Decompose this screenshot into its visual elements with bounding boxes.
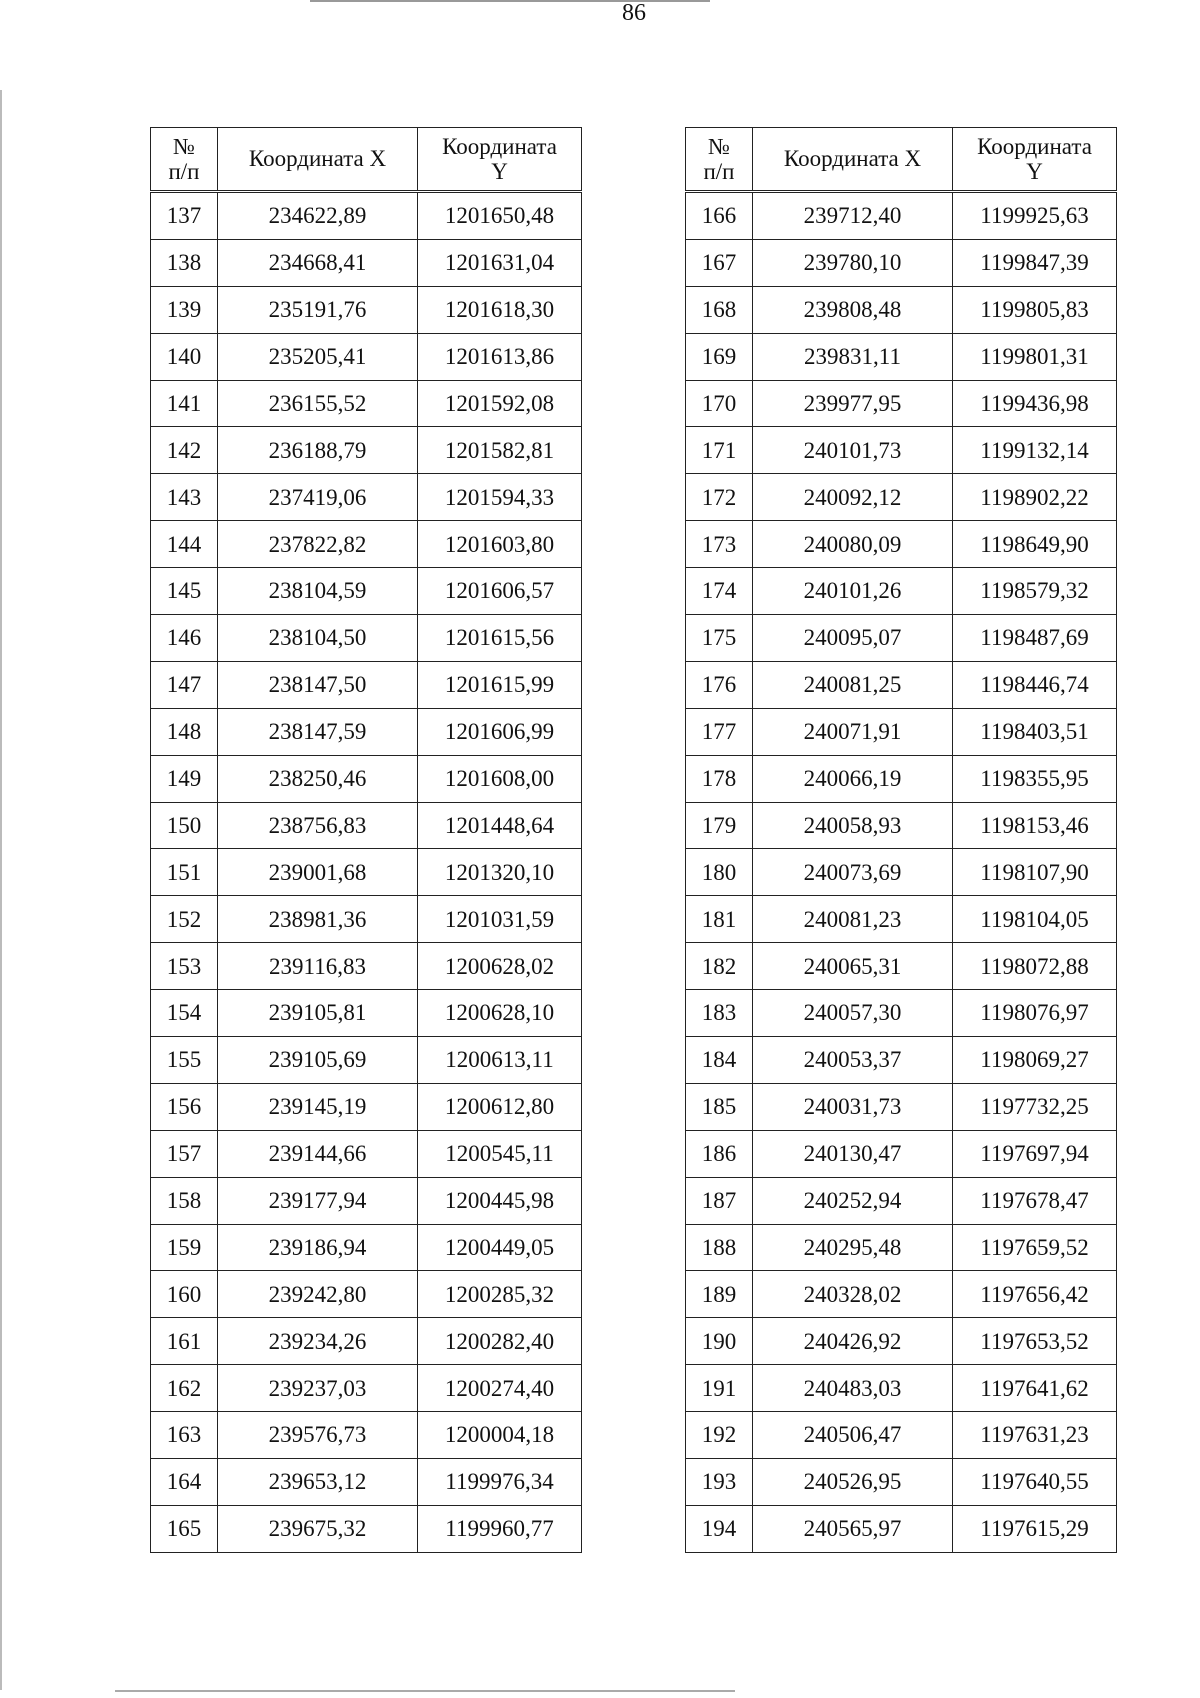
table-row bbox=[151, 849, 582, 896]
cell-y: 1198069,27 bbox=[953, 1037, 1117, 1084]
cell-x: 239116,83 bbox=[218, 943, 418, 990]
cell-num: 166 bbox=[686, 192, 753, 240]
table-row bbox=[151, 380, 582, 427]
table-row bbox=[686, 1177, 1117, 1224]
cell-y: 1198403,51 bbox=[953, 708, 1117, 755]
cell-x: 240053,37 bbox=[753, 1037, 953, 1084]
cell-y: 1201448,64 bbox=[418, 802, 582, 849]
cell-num: 191 bbox=[686, 1365, 753, 1412]
cell-x: 240130,47 bbox=[753, 1130, 953, 1177]
cell-y: 1201631,04 bbox=[418, 239, 582, 286]
cell-y: 1198649,90 bbox=[953, 521, 1117, 568]
cell-y: 1199805,83 bbox=[953, 286, 1117, 333]
page-number: 86 bbox=[622, 0, 646, 26]
cell-y: 1201592,08 bbox=[418, 380, 582, 427]
table-row bbox=[151, 896, 582, 943]
cell-num: 192 bbox=[686, 1412, 753, 1459]
cell-x: 240081,25 bbox=[753, 661, 953, 708]
cell-x: 240101,73 bbox=[753, 427, 953, 474]
cell-y: 1198072,88 bbox=[953, 943, 1117, 990]
table-row bbox=[151, 708, 582, 755]
table-header-row bbox=[151, 128, 582, 192]
cell-num: 170 bbox=[686, 380, 753, 427]
cell-num: 190 bbox=[686, 1318, 753, 1365]
cell-num: 161 bbox=[151, 1318, 218, 1365]
table-row bbox=[686, 239, 1117, 286]
cell-y: 1200004,18 bbox=[418, 1412, 582, 1459]
table-body-right bbox=[686, 192, 1117, 1553]
cell-num: 165 bbox=[151, 1505, 218, 1552]
header-y: Координата Y bbox=[418, 128, 582, 192]
cell-y: 1199436,98 bbox=[953, 380, 1117, 427]
table-row bbox=[151, 1130, 582, 1177]
cell-y: 1201606,57 bbox=[418, 568, 582, 615]
cell-x: 240095,07 bbox=[753, 615, 953, 662]
cell-x: 239105,81 bbox=[218, 990, 418, 1037]
cell-x: 239186,94 bbox=[218, 1224, 418, 1271]
cell-x: 237419,06 bbox=[218, 474, 418, 521]
cell-num: 140 bbox=[151, 333, 218, 380]
cell-num: 164 bbox=[151, 1459, 218, 1506]
cell-x: 239808,48 bbox=[753, 286, 953, 333]
cell-x: 239675,32 bbox=[218, 1505, 418, 1552]
cell-y: 1198487,69 bbox=[953, 615, 1117, 662]
cell-x: 236155,52 bbox=[218, 380, 418, 427]
table-row bbox=[151, 943, 582, 990]
table-row bbox=[151, 239, 582, 286]
cell-y: 1199132,14 bbox=[953, 427, 1117, 474]
cell-num: 176 bbox=[686, 661, 753, 708]
cell-y: 1197678,47 bbox=[953, 1177, 1117, 1224]
cell-num: 184 bbox=[686, 1037, 753, 1084]
cell-num: 158 bbox=[151, 1177, 218, 1224]
cell-x: 237822,82 bbox=[218, 521, 418, 568]
table-row bbox=[686, 1271, 1117, 1318]
table-row bbox=[151, 1037, 582, 1084]
header-num: № п/п bbox=[151, 128, 218, 192]
cell-y: 1201320,10 bbox=[418, 849, 582, 896]
table-row bbox=[151, 568, 582, 615]
table-row bbox=[686, 615, 1117, 662]
cell-num: 147 bbox=[151, 661, 218, 708]
cell-x: 240426,92 bbox=[753, 1318, 953, 1365]
cell-x: 234668,41 bbox=[218, 239, 418, 286]
cell-x: 238250,46 bbox=[218, 755, 418, 802]
cell-y: 1201650,48 bbox=[418, 192, 582, 240]
table-row bbox=[686, 474, 1117, 521]
cell-num: 145 bbox=[151, 568, 218, 615]
cell-num: 177 bbox=[686, 708, 753, 755]
cell-num: 178 bbox=[686, 755, 753, 802]
cell-x: 234622,89 bbox=[218, 192, 418, 240]
cell-num: 142 bbox=[151, 427, 218, 474]
table-body-left bbox=[151, 192, 582, 1553]
cell-num: 193 bbox=[686, 1459, 753, 1506]
table-row bbox=[151, 990, 582, 1037]
cell-x: 240483,03 bbox=[753, 1365, 953, 1412]
table-row bbox=[686, 1037, 1117, 1084]
table-row bbox=[151, 333, 582, 380]
table-row bbox=[686, 849, 1117, 896]
cell-num: 160 bbox=[151, 1271, 218, 1318]
cell-num: 152 bbox=[151, 896, 218, 943]
cell-y: 1197656,42 bbox=[953, 1271, 1117, 1318]
cell-x: 239242,80 bbox=[218, 1271, 418, 1318]
cell-x: 239234,26 bbox=[218, 1318, 418, 1365]
cell-y: 1198355,95 bbox=[953, 755, 1117, 802]
cell-y: 1199925,63 bbox=[953, 192, 1117, 240]
cell-num: 187 bbox=[686, 1177, 753, 1224]
cell-x: 240065,31 bbox=[753, 943, 953, 990]
cell-x: 240506,47 bbox=[753, 1412, 953, 1459]
table-row bbox=[151, 615, 582, 662]
table-row bbox=[151, 755, 582, 802]
table-row bbox=[151, 1224, 582, 1271]
cell-num: 139 bbox=[151, 286, 218, 333]
cell-y: 1198902,22 bbox=[953, 474, 1117, 521]
table-row bbox=[151, 1271, 582, 1318]
cell-y: 1200612,80 bbox=[418, 1083, 582, 1130]
cell-x: 240092,12 bbox=[753, 474, 953, 521]
cell-y: 1200274,40 bbox=[418, 1365, 582, 1412]
cell-x: 239780,10 bbox=[753, 239, 953, 286]
cell-y: 1198446,74 bbox=[953, 661, 1117, 708]
cell-y: 1200628,02 bbox=[418, 943, 582, 990]
table-row bbox=[686, 1130, 1117, 1177]
cell-num: 153 bbox=[151, 943, 218, 990]
table-row bbox=[686, 1224, 1117, 1271]
cell-y: 1200282,40 bbox=[418, 1318, 582, 1365]
table-row bbox=[686, 1365, 1117, 1412]
cell-y: 1198579,32 bbox=[953, 568, 1117, 615]
cell-y: 1197659,52 bbox=[953, 1224, 1117, 1271]
cell-num: 162 bbox=[151, 1365, 218, 1412]
cell-num: 148 bbox=[151, 708, 218, 755]
cell-y: 1201615,56 bbox=[418, 615, 582, 662]
left-scan-edge bbox=[0, 90, 2, 1690]
cell-y: 1201618,30 bbox=[418, 286, 582, 333]
table-row bbox=[686, 427, 1117, 474]
cell-x: 239977,95 bbox=[753, 380, 953, 427]
header-y: Координата Y bbox=[953, 128, 1117, 192]
cell-y: 1201608,00 bbox=[418, 755, 582, 802]
cell-x: 239576,73 bbox=[218, 1412, 418, 1459]
table-row bbox=[151, 1318, 582, 1365]
cell-y: 1197640,55 bbox=[953, 1459, 1117, 1506]
cell-x: 236188,79 bbox=[218, 427, 418, 474]
cell-y: 1201031,59 bbox=[418, 896, 582, 943]
cell-x: 240295,48 bbox=[753, 1224, 953, 1271]
table-row bbox=[151, 427, 582, 474]
coordinates-table-left bbox=[150, 127, 582, 1553]
cell-num: 159 bbox=[151, 1224, 218, 1271]
cell-num: 167 bbox=[686, 239, 753, 286]
cell-num: 173 bbox=[686, 521, 753, 568]
cell-num: 141 bbox=[151, 380, 218, 427]
cell-x: 240565,97 bbox=[753, 1505, 953, 1552]
cell-num: 138 bbox=[151, 239, 218, 286]
table-row bbox=[151, 1365, 582, 1412]
cell-num: 151 bbox=[151, 849, 218, 896]
cell-y: 1199976,34 bbox=[418, 1459, 582, 1506]
cell-num: 180 bbox=[686, 849, 753, 896]
cell-y: 1200449,05 bbox=[418, 1224, 582, 1271]
cell-y: 1197631,23 bbox=[953, 1412, 1117, 1459]
cell-x: 240073,69 bbox=[753, 849, 953, 896]
cell-num: 156 bbox=[151, 1083, 218, 1130]
header-x: Координата X bbox=[753, 128, 953, 192]
cell-num: 137 bbox=[151, 192, 218, 240]
cell-x: 240066,19 bbox=[753, 755, 953, 802]
cell-x: 239144,66 bbox=[218, 1130, 418, 1177]
table-row bbox=[686, 802, 1117, 849]
table-row bbox=[686, 990, 1117, 1037]
cell-y: 1200445,98 bbox=[418, 1177, 582, 1224]
cell-y: 1201615,99 bbox=[418, 661, 582, 708]
table-row bbox=[151, 286, 582, 333]
table-row bbox=[151, 1505, 582, 1552]
header-x: Координата X bbox=[218, 128, 418, 192]
cell-x: 240328,02 bbox=[753, 1271, 953, 1318]
table-row bbox=[686, 192, 1117, 240]
table-row bbox=[686, 380, 1117, 427]
cell-y: 1201603,80 bbox=[418, 521, 582, 568]
cell-y: 1197697,94 bbox=[953, 1130, 1117, 1177]
cell-num: 155 bbox=[151, 1037, 218, 1084]
cell-y: 1197732,25 bbox=[953, 1083, 1117, 1130]
cell-num: 174 bbox=[686, 568, 753, 615]
cell-x: 238104,50 bbox=[218, 615, 418, 662]
table-row bbox=[686, 1459, 1117, 1506]
cell-y: 1197653,52 bbox=[953, 1318, 1117, 1365]
cell-y: 1201594,33 bbox=[418, 474, 582, 521]
header-num: № п/п bbox=[686, 128, 753, 192]
cell-num: 181 bbox=[686, 896, 753, 943]
cell-y: 1200545,11 bbox=[418, 1130, 582, 1177]
cell-y: 1198107,90 bbox=[953, 849, 1117, 896]
table-row bbox=[151, 521, 582, 568]
table-row bbox=[151, 661, 582, 708]
cell-x: 235191,76 bbox=[218, 286, 418, 333]
cell-num: 150 bbox=[151, 802, 218, 849]
cell-x: 240071,91 bbox=[753, 708, 953, 755]
cell-num: 185 bbox=[686, 1083, 753, 1130]
cell-x: 240252,94 bbox=[753, 1177, 953, 1224]
cell-x: 240526,95 bbox=[753, 1459, 953, 1506]
table-row bbox=[151, 802, 582, 849]
cell-x: 238981,36 bbox=[218, 896, 418, 943]
table-row bbox=[151, 474, 582, 521]
table-row bbox=[686, 896, 1117, 943]
table-row bbox=[151, 1177, 582, 1224]
cell-y: 1201582,81 bbox=[418, 427, 582, 474]
cell-y: 1200285,32 bbox=[418, 1271, 582, 1318]
cell-x: 238104,59 bbox=[218, 568, 418, 615]
cell-num: 188 bbox=[686, 1224, 753, 1271]
table-header-row bbox=[686, 128, 1117, 192]
table-row bbox=[686, 943, 1117, 990]
cell-num: 149 bbox=[151, 755, 218, 802]
cell-y: 1199847,39 bbox=[953, 239, 1117, 286]
cell-num: 171 bbox=[686, 427, 753, 474]
cell-num: 157 bbox=[151, 1130, 218, 1177]
cell-num: 186 bbox=[686, 1130, 753, 1177]
cell-x: 239177,94 bbox=[218, 1177, 418, 1224]
table-row bbox=[686, 1318, 1117, 1365]
cell-x: 238147,59 bbox=[218, 708, 418, 755]
cell-x: 235205,41 bbox=[218, 333, 418, 380]
cell-y: 1201613,86 bbox=[418, 333, 582, 380]
cell-x: 240031,73 bbox=[753, 1083, 953, 1130]
cell-y: 1198153,46 bbox=[953, 802, 1117, 849]
cell-num: 168 bbox=[686, 286, 753, 333]
bottom-scan-rule bbox=[115, 1690, 735, 1692]
table-row bbox=[151, 192, 582, 240]
table-row bbox=[686, 333, 1117, 380]
cell-x: 240058,93 bbox=[753, 802, 953, 849]
cell-y: 1199960,77 bbox=[418, 1505, 582, 1552]
cell-x: 240101,26 bbox=[753, 568, 953, 615]
coordinates-table-right bbox=[685, 127, 1117, 1553]
cell-x: 238147,50 bbox=[218, 661, 418, 708]
cell-num: 194 bbox=[686, 1505, 753, 1552]
table-row bbox=[151, 1459, 582, 1506]
table-row bbox=[686, 661, 1117, 708]
cell-num: 183 bbox=[686, 990, 753, 1037]
cell-y: 1201606,99 bbox=[418, 708, 582, 755]
cell-x: 238756,83 bbox=[218, 802, 418, 849]
table-row bbox=[686, 708, 1117, 755]
cell-y: 1198104,05 bbox=[953, 896, 1117, 943]
cell-x: 240080,09 bbox=[753, 521, 953, 568]
table-row bbox=[686, 1505, 1117, 1552]
cell-num: 163 bbox=[151, 1412, 218, 1459]
cell-x: 239653,12 bbox=[218, 1459, 418, 1506]
cell-x: 239712,40 bbox=[753, 192, 953, 240]
cell-y: 1197615,29 bbox=[953, 1505, 1117, 1552]
cell-y: 1197641,62 bbox=[953, 1365, 1117, 1412]
table-row bbox=[686, 521, 1117, 568]
cell-num: 175 bbox=[686, 615, 753, 662]
cell-x: 240057,30 bbox=[753, 990, 953, 1037]
table-row bbox=[686, 286, 1117, 333]
cell-num: 189 bbox=[686, 1271, 753, 1318]
table-row bbox=[686, 568, 1117, 615]
cell-num: 146 bbox=[151, 615, 218, 662]
cell-x: 239831,11 bbox=[753, 333, 953, 380]
table-row bbox=[686, 1412, 1117, 1459]
cell-num: 182 bbox=[686, 943, 753, 990]
cell-y: 1200613,11 bbox=[418, 1037, 582, 1084]
cell-x: 240081,23 bbox=[753, 896, 953, 943]
cell-x: 239237,03 bbox=[218, 1365, 418, 1412]
cell-y: 1198076,97 bbox=[953, 990, 1117, 1037]
cell-num: 172 bbox=[686, 474, 753, 521]
cell-num: 154 bbox=[151, 990, 218, 1037]
cell-y: 1200628,10 bbox=[418, 990, 582, 1037]
cell-num: 179 bbox=[686, 802, 753, 849]
table-row bbox=[686, 755, 1117, 802]
cell-num: 143 bbox=[151, 474, 218, 521]
cell-x: 239001,68 bbox=[218, 849, 418, 896]
cell-x: 239145,19 bbox=[218, 1083, 418, 1130]
cell-x: 239105,69 bbox=[218, 1037, 418, 1084]
cell-num: 144 bbox=[151, 521, 218, 568]
table-row bbox=[151, 1083, 582, 1130]
table-row bbox=[151, 1412, 582, 1459]
top-scan-rule bbox=[310, 0, 710, 2]
table-row bbox=[686, 1083, 1117, 1130]
cell-num: 169 bbox=[686, 333, 753, 380]
cell-y: 1199801,31 bbox=[953, 333, 1117, 380]
